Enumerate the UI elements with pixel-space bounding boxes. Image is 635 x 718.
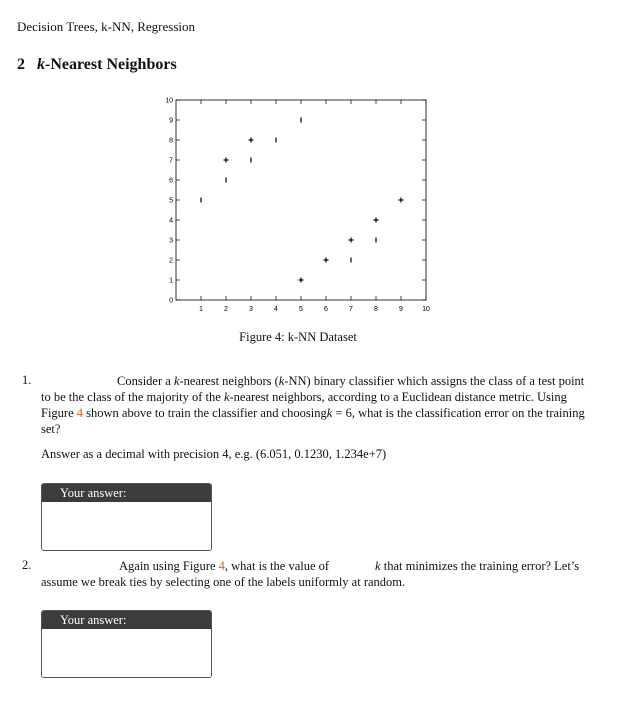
x-tick-label: 5	[299, 306, 303, 313]
x-tick-label: 2	[224, 306, 228, 313]
answer-box-2	[41, 610, 212, 678]
answer-label-1: Your answer:	[42, 484, 211, 502]
y-tick-label: 8	[169, 137, 173, 145]
question-1-number: 1.	[22, 373, 32, 387]
positive-point	[299, 278, 304, 283]
section-title-rest: -Nearest Neighbors	[45, 56, 177, 73]
question-2-text: Again using Figure 4, what is the value of k that minimizes the training error? Let’s assume we break ties by selecting one of the labels uniformly at random.	[41, 559, 580, 589]
positive-point	[349, 238, 354, 243]
y-tick-label: 4	[169, 217, 173, 225]
positive-point	[224, 158, 229, 163]
answer-box-1	[41, 483, 212, 551]
y-tick-label: 9	[169, 117, 173, 125]
section-heading	[17, 56, 177, 74]
question-1-instruction: Answer as a decimal with precision 4, e.g. (6.051, 0.1230, 1.234e+7)	[41, 447, 387, 461]
question-1-text: Consider a k-nearest neighbors (k-NN) binary classifier which assigns the class of a test point to be the class of the majority of the k-nearest neighbors, according to a Euclidean distance metric. Using Figure 4 shown above to train the classifier and choosingk = 6, what is the classification error on the training set?	[41, 374, 585, 436]
positive-point	[324, 258, 329, 263]
x-tick-label: 6	[324, 306, 328, 313]
section-title-k: k	[37, 56, 45, 73]
answer-input-2[interactable]	[42, 629, 211, 677]
x-tick-label: 7	[349, 306, 353, 313]
x-tick-label: 9	[399, 306, 403, 313]
section-number: 2	[17, 56, 25, 73]
knn-scatter-chart	[150, 92, 450, 318]
y-tick-label: 2	[169, 257, 173, 265]
answer-label-2: Your answer:	[42, 611, 211, 629]
y-tick-label: 1	[169, 277, 173, 285]
figure-ref-link[interactable]: 4	[218, 559, 225, 573]
y-tick-label: 10	[165, 97, 173, 105]
x-tick-label: 3	[249, 306, 253, 313]
answer-input-1[interactable]	[42, 502, 211, 550]
y-tick-label: 0	[169, 297, 173, 305]
question-2-number: 2.	[22, 558, 32, 572]
positive-point	[249, 138, 254, 143]
x-tick-label: 10	[422, 306, 430, 313]
positive-point	[374, 218, 379, 223]
figure-ref-link[interactable]: 4	[76, 406, 84, 420]
header-title: Decision Trees, k-NN, Regression	[17, 19, 196, 34]
positive-point	[399, 198, 404, 203]
y-tick-label: 7	[169, 157, 173, 165]
y-tick-label: 5	[169, 197, 173, 205]
x-tick-label: 8	[374, 306, 378, 313]
y-tick-label: 3	[169, 237, 173, 245]
figure-caption: Figure 4: k-NN Dataset	[239, 330, 357, 344]
x-tick-label: 4	[274, 306, 278, 313]
y-tick-label: 6	[169, 177, 173, 185]
x-tick-label: 1	[199, 306, 203, 313]
plot-frame	[176, 100, 426, 300]
